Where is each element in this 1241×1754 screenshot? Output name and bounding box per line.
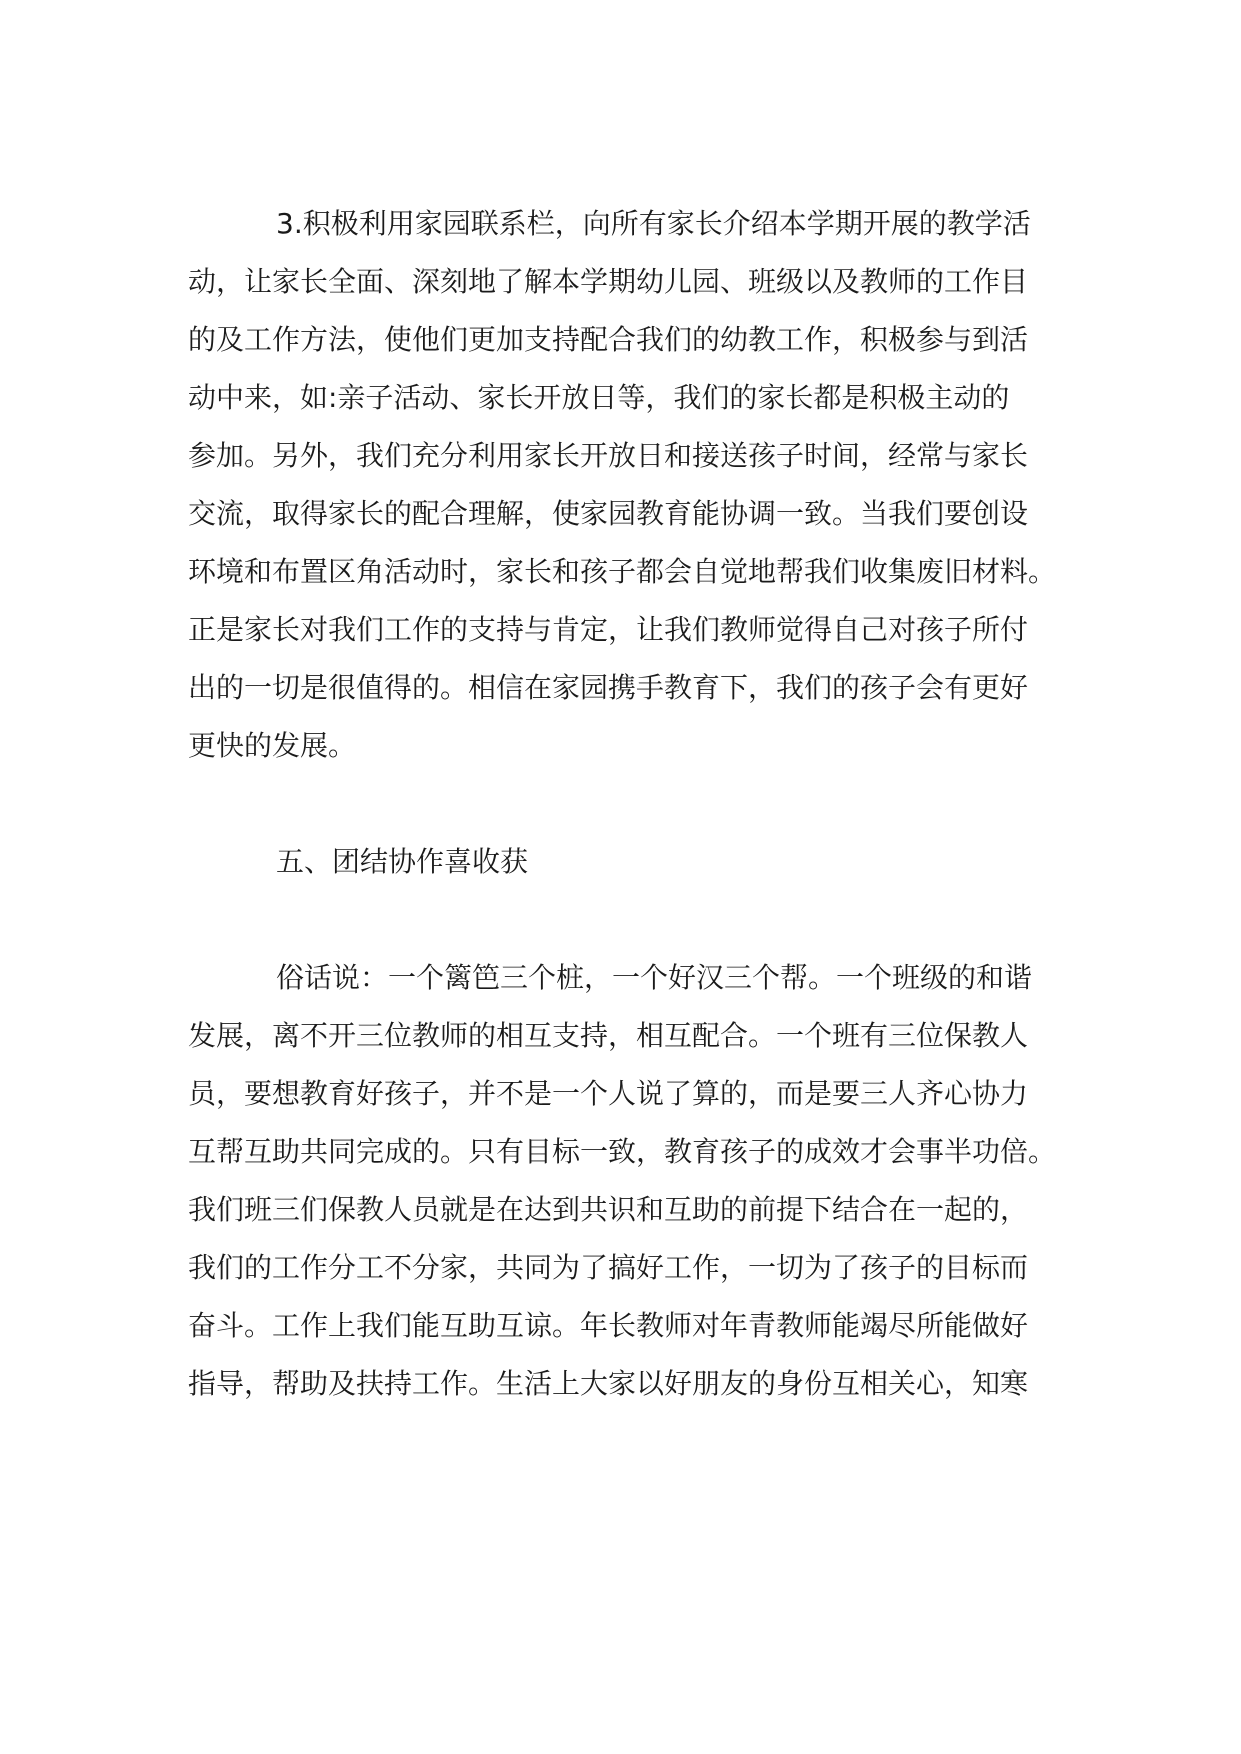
paragraph-line: 发展，离不开三位教师的相互支持，相互配合。一个班有三位保教人	[188, 1019, 1029, 1052]
paragraph-line: 更快的发展。	[188, 729, 357, 762]
paragraph-line: 员，要想教育好孩子，并不是一个人说了算的，而是要三人齐心协力	[188, 1077, 1029, 1110]
paragraph-line: 正是家长对我们工作的支持与肯定，让我们教师觉得自己对孩子所付	[188, 613, 1029, 646]
paragraph-line: 互帮互助共同完成的。只有目标一致，教育孩子的成效才会事半功倍。	[188, 1135, 1057, 1168]
paragraph-line: 环境和布置区角活动时，家长和孩子都会自觉地帮我们收集废旧材料。	[188, 555, 1057, 588]
paragraph-line: 的及工作方法，使他们更加支持配合我们的幼教工作，积极参与到活	[188, 323, 1029, 356]
paragraph-line: 参加。另外，我们充分利用家长开放日和接送孩子时间，经常与家长	[188, 439, 1029, 472]
paragraph-line: 动中来，如:亲子活动、家长开放日等，我们的家长都是积极主动的	[188, 381, 1010, 414]
paragraph-line: 指导，帮助及扶持工作。生活上大家以好朋友的身份互相关心，知寒	[188, 1367, 1029, 1400]
section-heading: 五、团结协作喜收获	[276, 845, 529, 878]
paragraph-line: 奋斗。工作上我们能互助互谅。年长教师对年青教师能竭尽所能做好	[188, 1309, 1029, 1342]
paragraph-line: 俗话说：一个篱笆三个桩，一个好汉三个帮。一个班级的和谐	[276, 961, 1033, 994]
paragraph-line: 交流，取得家长的配合理解，使家园教育能协调一致。当我们要创设	[188, 497, 1029, 530]
paragraph-line: 出的一切是很值得的。相信在家园携手教育下，我们的孩子会有更好	[188, 671, 1029, 704]
paragraph-line: 动，让家长全面、深刻地了解本学期幼儿园、班级以及教师的工作目	[188, 265, 1029, 298]
paragraph-line: 3.积极利用家园联系栏，向所有家长介绍本学期开展的教学活	[276, 207, 1031, 240]
paragraph-line: 我们的工作分工不分家，共同为了搞好工作，一切为了孩子的目标而	[188, 1251, 1029, 1284]
paragraph-line: 我们班三们保教人员就是在达到共识和互助的前提下结合在一起的，	[188, 1193, 1029, 1226]
